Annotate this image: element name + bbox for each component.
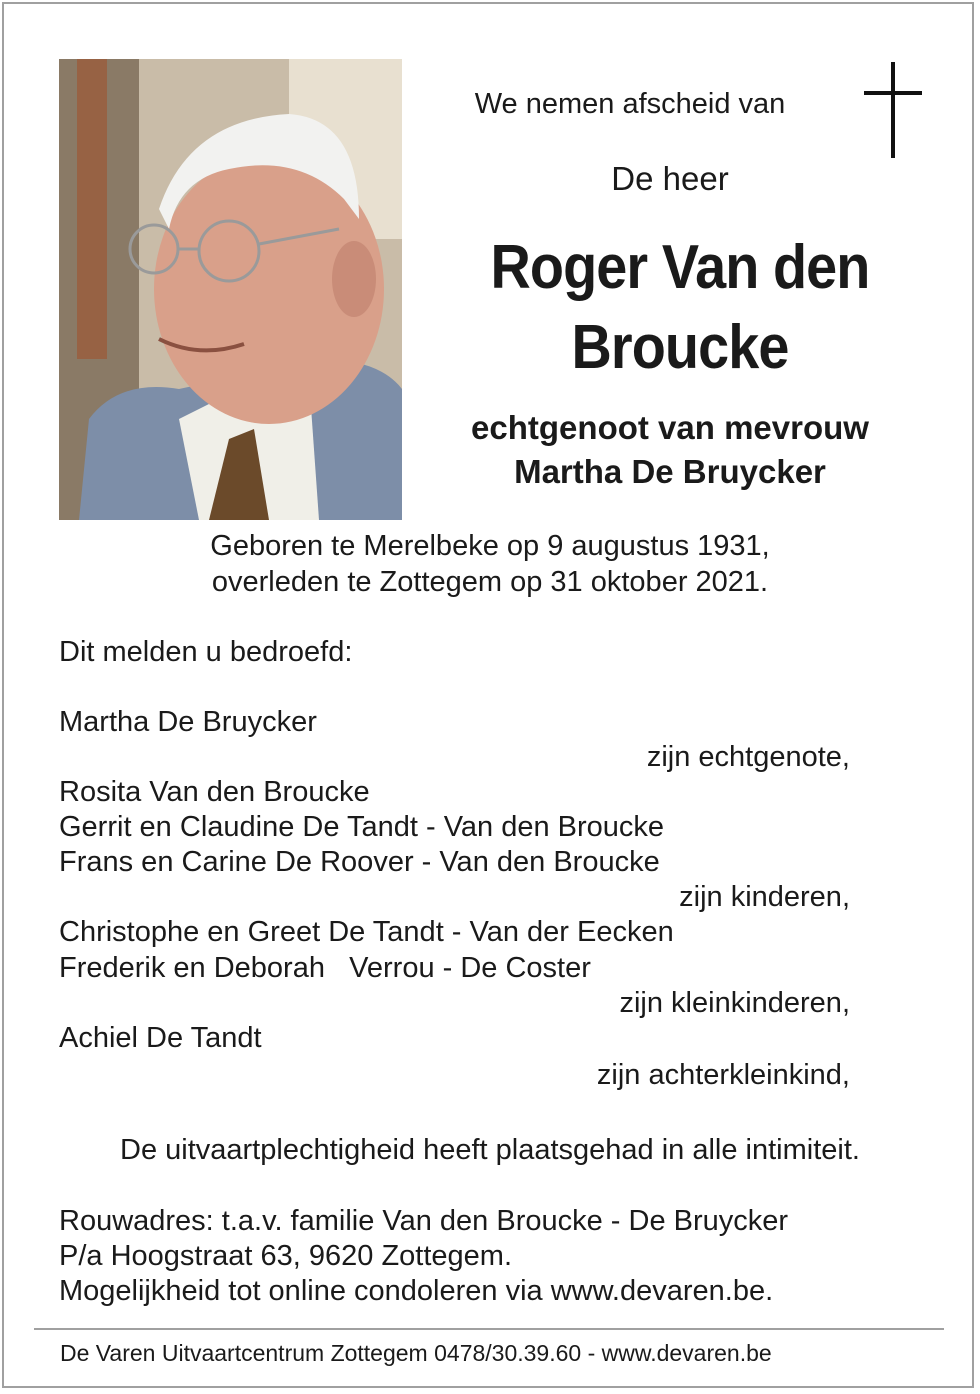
spouse-line-1: echtgenoot van mevrouw: [471, 409, 869, 446]
name-line-1: Roger Van den: [490, 233, 870, 302]
portrait-photo: [59, 59, 402, 520]
spouse-line-2: Martha De Bruycker: [514, 453, 826, 490]
mourning-address: [59, 1204, 788, 1309]
child-3: Frans en Carine De Roover - Van den Broucke: [59, 846, 660, 878]
born-line: Geboren te Merelbeke op 9 augustus 1931,: [210, 530, 770, 562]
spouse-name: Martha De Bruycker: [59, 706, 317, 738]
life-dates: [60, 528, 920, 600]
grandchildren-role: zijn kleinkinderen,: [619, 987, 850, 1019]
deceased-name: [455, 228, 905, 388]
child-1: Rosita Van den Broucke: [59, 776, 370, 808]
died-line: overleden te Zottegem op 31 oktober 2021.: [211, 566, 769, 598]
grandchild-2: Frederik en Deborah Verrou - De Coster: [59, 952, 591, 984]
spouse-heading: [430, 406, 910, 494]
address-line-3: Mogelijkheid tot online condoleren via www.devaren.be.: [59, 1275, 774, 1307]
address-line-1: Rouwadres: t.a.v. familie Van den Broucke - De Bruycker: [59, 1205, 789, 1237]
spouse-role: zijn echtgenote,: [646, 741, 850, 773]
honorific: De heer: [611, 160, 729, 197]
grandchild-1: Christophe en Greet De Tandt - Van der Eecken: [59, 916, 674, 948]
family-intro: Dit melden u bedroefd:: [59, 636, 353, 668]
footer-divider: [34, 1328, 944, 1330]
great-grandchild-role: zijn achterkleinkind,: [596, 1059, 850, 1091]
children-role: zijn kinderen,: [679, 881, 850, 913]
address-line-2: P/a Hoogstraat 63, 9620 Zottegem.: [59, 1240, 512, 1272]
name-line-2: Broucke: [571, 313, 789, 382]
intro-text: We nemen afscheid van: [474, 88, 786, 120]
ceremony-text: De uitvaartplechtigheid heeft plaatsgehad in alle intimiteit.: [120, 1134, 860, 1166]
great-grandchild: Achiel De Tandt: [59, 1022, 262, 1054]
child-2: Gerrit en Claudine De Tandt - Van den Broucke: [59, 811, 665, 843]
footer-text: De Varen Uitvaartcentrum Zottegem 0478/30.39.60 - www.devaren.be: [60, 1340, 772, 1366]
cross-icon: [864, 62, 922, 158]
